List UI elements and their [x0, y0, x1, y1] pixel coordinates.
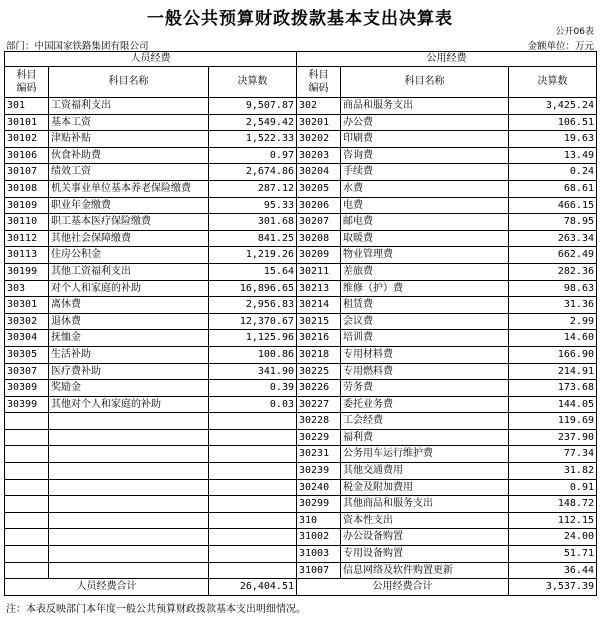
personnel-code-cell: 30113 — [5, 247, 49, 264]
table-row — [5, 496, 597, 513]
personnel-total-label: 人员经费合计 — [5, 579, 209, 596]
empty-cell — [49, 479, 209, 496]
public-name-cell: 办公费 — [341, 114, 509, 131]
table-row — [5, 230, 597, 247]
table-row — [5, 330, 597, 347]
public-code-cell: 30214 — [297, 297, 341, 314]
table-row — [5, 429, 597, 446]
public-name-cell: 工会经费 — [341, 413, 509, 430]
public-amount-cell: 98.63 — [509, 280, 597, 297]
personnel-code-cell: 30304 — [5, 330, 49, 347]
personnel-name-cell: 住房公积金 — [49, 247, 209, 264]
public-name-cell: 水费 — [341, 180, 509, 197]
personnel-name-cell: 其他工资福利支出 — [49, 263, 209, 280]
empty-cell — [5, 496, 49, 513]
empty-cell — [209, 529, 297, 546]
table-row — [5, 463, 597, 480]
personnel-code-cell: 30307 — [5, 363, 49, 380]
table-row — [5, 180, 597, 197]
personnel-name-cell: 奖励金 — [49, 380, 209, 397]
personnel-amount-cell: 1,125.96 — [209, 330, 297, 347]
public-name-cell: 取暖费 — [341, 230, 509, 247]
personnel-name-cell: 退休费 — [49, 313, 209, 330]
personnel-amount-cell: 301.68 — [209, 214, 297, 231]
personnel-code-cell: 30301 — [5, 297, 49, 314]
personnel-code-cell: 30399 — [5, 396, 49, 413]
public-amount-cell: 119.69 — [509, 413, 597, 430]
public-name-cell: 资本性支出 — [341, 512, 509, 529]
empty-cell — [5, 546, 49, 563]
empty-cell — [5, 446, 49, 463]
public-name-cell: 办公设备购置 — [341, 529, 509, 546]
public-code-cell: 30211 — [297, 263, 341, 280]
empty-cell — [209, 463, 297, 480]
public-code-cell: 31003 — [297, 546, 341, 563]
empty-cell — [209, 546, 297, 563]
table-row — [5, 147, 597, 164]
personnel-name-cell: 其他社会保障缴费 — [49, 230, 209, 247]
empty-cell — [5, 529, 49, 546]
public-amount-cell: 106.51 — [509, 114, 597, 131]
table-row — [5, 131, 597, 148]
public-code-cell: 30228 — [297, 413, 341, 430]
public-name-cell: 差旅费 — [341, 263, 509, 280]
personnel-amount-cell: 9,507.87 — [209, 98, 297, 115]
personnel-code-cell: 30110 — [5, 214, 49, 231]
public-name-cell: 信息网络及软件购置更新 — [341, 562, 509, 579]
personnel-amount-cell: 1,219.26 — [209, 247, 297, 264]
public-amount-cell: 112.15 — [509, 512, 597, 529]
personnel-name-header: 科目名称 — [49, 67, 209, 98]
public-code-cell: 30216 — [297, 330, 341, 347]
personnel-code-cell: 301 — [5, 98, 49, 115]
personnel-code-header: 科目 编码 — [5, 67, 49, 98]
table-row — [5, 562, 597, 579]
personnel-amount-cell: 0.39 — [209, 380, 297, 397]
public-amount-cell: 2.99 — [509, 313, 597, 330]
public-code-cell: 30239 — [297, 463, 341, 480]
table-row — [5, 214, 597, 231]
public-amount-cell: 214.91 — [509, 363, 597, 380]
personnel-code-cell: 303 — [5, 280, 49, 297]
public-amount-cell: 24.00 — [509, 529, 597, 546]
public-section-header: 公用经费 — [297, 52, 597, 67]
personnel-name-cell: 离休费 — [49, 297, 209, 314]
public-code-cell: 30201 — [297, 114, 341, 131]
table-row — [5, 396, 597, 413]
public-name-cell: 物业管理费 — [341, 247, 509, 264]
public-amount-cell: 19.63 — [509, 131, 597, 148]
empty-cell — [5, 463, 49, 480]
table-row — [5, 280, 597, 297]
public-amount-cell: 77.34 — [509, 446, 597, 463]
public-amount-cell: 3,425.24 — [509, 98, 597, 115]
personnel-amount-cell: 287.12 — [209, 180, 297, 197]
public-name-cell: 培训费 — [341, 330, 509, 347]
table-row — [5, 380, 597, 397]
table-row — [5, 512, 597, 529]
table-row — [5, 546, 597, 563]
personnel-section-header: 人员经费 — [5, 52, 297, 67]
table-row — [5, 114, 597, 131]
public-amount-cell: 13.49 — [509, 147, 597, 164]
public-code-cell: 30226 — [297, 380, 341, 397]
empty-cell — [49, 446, 209, 463]
personnel-code-cell: 30112 — [5, 230, 49, 247]
empty-cell — [49, 546, 209, 563]
public-amount-cell: 36.44 — [509, 562, 597, 579]
empty-cell — [49, 429, 209, 446]
personnel-code-cell: 30109 — [5, 197, 49, 214]
public-name-cell: 公务用车运行维护费 — [341, 446, 509, 463]
empty-cell — [209, 562, 297, 579]
public-code-cell: 30206 — [297, 197, 341, 214]
public-code-cell: 30227 — [297, 396, 341, 413]
empty-cell — [49, 413, 209, 430]
empty-cell — [49, 562, 209, 579]
table-row — [5, 263, 597, 280]
personnel-name-cell: 机关事业单位基本养老保险缴费 — [49, 180, 209, 197]
table-row — [5, 197, 597, 214]
public-name-header: 科目名称 — [341, 67, 509, 98]
personnel-name-cell: 伙食补助费 — [49, 147, 209, 164]
public-name-cell: 其他商品和服务支出 — [341, 496, 509, 513]
public-amount-cell: 662.49 — [509, 247, 597, 264]
personnel-amount-cell: 1,522.33 — [209, 131, 297, 148]
public-code-cell: 30202 — [297, 131, 341, 148]
empty-cell — [209, 512, 297, 529]
table-row — [5, 247, 597, 264]
personnel-amount-cell: 2,674.86 — [209, 164, 297, 181]
section-header-row — [5, 52, 597, 67]
public-name-cell: 手续费 — [341, 164, 509, 181]
table-row — [5, 313, 597, 330]
personnel-amount-cell: 100.86 — [209, 346, 297, 363]
public-code-cell: 30204 — [297, 164, 341, 181]
empty-cell — [209, 446, 297, 463]
personnel-name-cell: 职工基本医疗保险缴费 — [49, 214, 209, 231]
personnel-code-cell: 30102 — [5, 131, 49, 148]
public-name-cell: 税金及附加费用 — [341, 479, 509, 496]
public-amount-cell: 51.71 — [509, 546, 597, 563]
personnel-amount-cell: 841.25 — [209, 230, 297, 247]
public-name-cell: 专用设备购置 — [341, 546, 509, 563]
public-code-cell: 30240 — [297, 479, 341, 496]
unit-label: 金额单位：万元 — [527, 41, 594, 52]
personnel-amount-cell: 341.90 — [209, 363, 297, 380]
personnel-amount-cell: 0.03 — [209, 396, 297, 413]
public-name-cell: 福利费 — [341, 429, 509, 446]
personnel-code-cell: 30199 — [5, 263, 49, 280]
personnel-amount-cell: 16,896.65 — [209, 280, 297, 297]
public-amount-cell: 144.05 — [509, 396, 597, 413]
public-amount-cell: 148.72 — [509, 496, 597, 513]
personnel-code-cell: 30101 — [5, 114, 49, 131]
public-name-cell: 会议费 — [341, 313, 509, 330]
public-name-cell: 电费 — [341, 197, 509, 214]
personnel-amount-cell: 12,370.67 — [209, 313, 297, 330]
empty-cell — [5, 413, 49, 430]
empty-cell — [5, 562, 49, 579]
public-code-cell: 302 — [297, 98, 341, 115]
personnel-name-cell: 生活补助 — [49, 346, 209, 363]
public-code-cell: 30213 — [297, 280, 341, 297]
empty-cell — [49, 463, 209, 480]
personnel-name-cell: 津贴补贴 — [49, 131, 209, 148]
table-row — [5, 98, 597, 115]
public-name-cell: 租赁费 — [341, 297, 509, 314]
empty-cell — [209, 429, 297, 446]
public-total-label: 公用经费合计 — [297, 579, 509, 596]
public-code-cell: 30205 — [297, 180, 341, 197]
public-name-cell: 专用燃料费 — [341, 363, 509, 380]
personnel-code-cell: 30309 — [5, 380, 49, 397]
personnel-total-amount: 26,404.51 — [209, 579, 297, 596]
personnel-name-cell: 抚恤金 — [49, 330, 209, 347]
empty-cell — [49, 512, 209, 529]
public-code-cell: 30209 — [297, 247, 341, 264]
table-row — [5, 297, 597, 314]
personnel-amount-cell: 15.64 — [209, 263, 297, 280]
public-code-cell: 30231 — [297, 446, 341, 463]
personnel-amount-cell: 2,549.42 — [209, 114, 297, 131]
empty-cell — [209, 479, 297, 496]
personnel-amount-header: 决算数 — [209, 67, 297, 98]
public-amount-cell: 0.24 — [509, 164, 597, 181]
public-code-cell: 31007 — [297, 562, 341, 579]
public-name-cell: 委托业务费 — [341, 396, 509, 413]
public-code-cell: 30207 — [297, 214, 341, 231]
expenditure-table — [4, 51, 597, 596]
empty-cell — [5, 512, 49, 529]
footnote: 注：本表反映部门本年度一般公共预算财政拨款基本支出明细情况。 — [6, 604, 306, 615]
personnel-name-cell: 职业年金缴费 — [49, 197, 209, 214]
table-row — [5, 164, 597, 181]
public-code-cell: 30299 — [297, 496, 341, 513]
public-code-cell: 30229 — [297, 429, 341, 446]
table-row — [5, 346, 597, 363]
public-code-cell: 30215 — [297, 313, 341, 330]
personnel-code-cell: 30106 — [5, 147, 49, 164]
table-row — [5, 446, 597, 463]
personnel-code-cell: 30305 — [5, 346, 49, 363]
public-name-cell: 劳务费 — [341, 380, 509, 397]
public-name-cell: 其他交通费用 — [341, 463, 509, 480]
public-total-amount: 3,537.39 — [509, 579, 597, 596]
personnel-code-cell: 30302 — [5, 313, 49, 330]
column-header-row — [5, 67, 597, 98]
empty-cell — [209, 413, 297, 430]
empty-cell — [49, 529, 209, 546]
public-code-cell: 30218 — [297, 346, 341, 363]
department-label: 部门：中国国家铁路集团有限公司 — [6, 41, 149, 52]
public-name-cell: 邮电费 — [341, 214, 509, 231]
table-row — [5, 363, 597, 380]
empty-cell — [49, 496, 209, 513]
public-name-cell: 商品和服务支出 — [341, 98, 509, 115]
public-name-cell: 专用材料费 — [341, 346, 509, 363]
public-amount-cell: 31.82 — [509, 463, 597, 480]
public-amount-cell: 237.90 — [509, 429, 597, 446]
public-code-cell: 310 — [297, 512, 341, 529]
personnel-name-cell: 对个人和家庭的补助 — [49, 280, 209, 297]
public-amount-cell: 31.36 — [509, 297, 597, 314]
personnel-amount-cell: 2,956.83 — [209, 297, 297, 314]
personnel-code-cell: 30108 — [5, 180, 49, 197]
personnel-name-cell: 工资福利支出 — [49, 98, 209, 115]
totals-row — [5, 579, 597, 596]
personnel-code-cell: 30107 — [5, 164, 49, 181]
public-code-cell: 31002 — [297, 529, 341, 546]
table-row — [5, 413, 597, 430]
empty-cell — [209, 496, 297, 513]
table-row — [5, 479, 597, 496]
public-code-cell: 30208 — [297, 230, 341, 247]
empty-cell — [5, 479, 49, 496]
public-amount-cell: 68.61 — [509, 180, 597, 197]
public-name-cell: 咨询费 — [341, 147, 509, 164]
public-amount-cell: 282.36 — [509, 263, 597, 280]
table-row — [5, 529, 597, 546]
personnel-name-cell: 其他对个人和家庭的补助 — [49, 396, 209, 413]
personnel-name-cell: 医疗费补助 — [49, 363, 209, 380]
public-amount-cell: 14.60 — [509, 330, 597, 347]
personnel-amount-cell: 0.97 — [209, 147, 297, 164]
public-name-cell: 维修（护）费 — [341, 280, 509, 297]
public-amount-cell: 263.34 — [509, 230, 597, 247]
public-code-header: 科目 编码 — [297, 67, 341, 98]
personnel-amount-cell: 95.33 — [209, 197, 297, 214]
public-amount-cell: 78.95 — [509, 214, 597, 231]
public-amount-cell: 173.68 — [509, 380, 597, 397]
personnel-name-cell: 绩效工资 — [49, 164, 209, 181]
public-amount-cell: 0.91 — [509, 479, 597, 496]
empty-cell — [5, 429, 49, 446]
public-amount-header: 决算数 — [509, 67, 597, 98]
public-name-cell: 印刷费 — [341, 131, 509, 148]
public-code-cell: 30225 — [297, 363, 341, 380]
form-number: 公开06表 — [555, 27, 594, 37]
personnel-name-cell: 基本工资 — [49, 114, 209, 131]
public-amount-cell: 466.15 — [509, 197, 597, 214]
public-code-cell: 30203 — [297, 147, 341, 164]
report-title: 一般公共预算财政拨款基本支出决算表 — [147, 9, 453, 29]
public-amount-cell: 166.90 — [509, 346, 597, 363]
